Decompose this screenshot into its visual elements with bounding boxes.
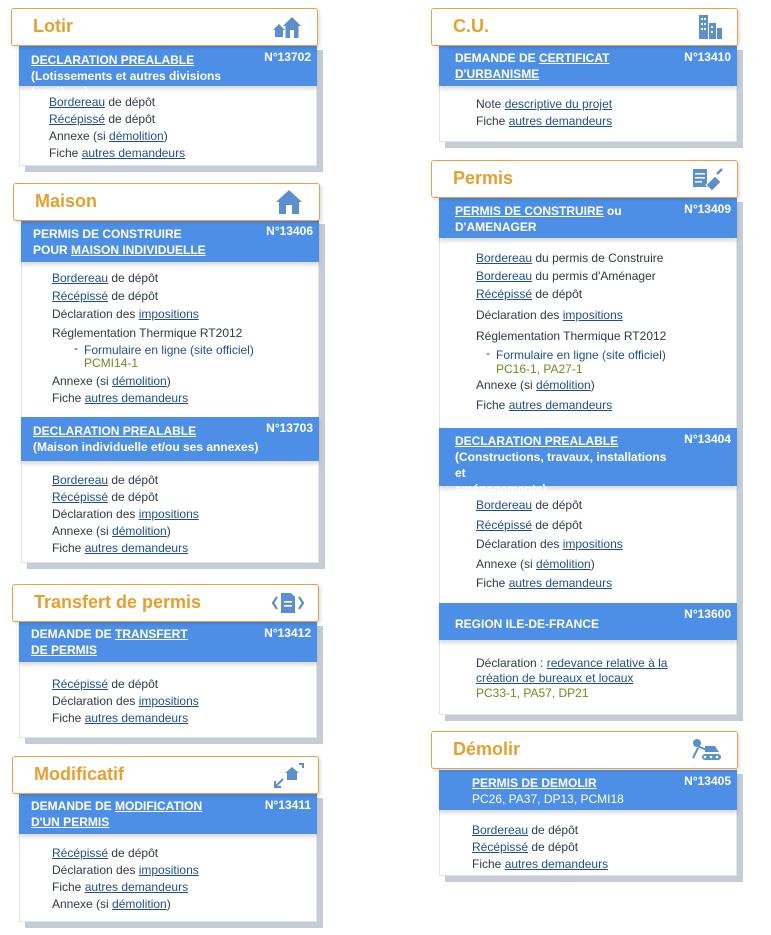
item-text: Déclaration des [476,308,563,322]
band-link[interactable]: PERMIS DE CONSTRUIRE [455,204,604,218]
list-item [472,822,608,839]
item-text: Annexe (si [52,897,113,911]
item-text: ) [590,378,595,392]
item-text: Note [476,97,505,111]
item-text: de dépôt [108,271,159,285]
form-code: PCMI14-1 [84,356,139,370]
list-item [476,671,667,686]
section-title: Transfert de permis [34,592,202,612]
item-text: Déclaration des [52,307,139,321]
item-text: Déclaration des [52,507,139,521]
item-text: Déclaration des [52,694,139,708]
list-item [476,574,623,594]
item-text: Fiche [52,541,85,555]
item-text: ) [166,524,171,538]
item-text: Fiche [52,391,85,405]
item-text: de dépôt [108,846,159,860]
band-certificat-urbanisme [439,46,737,86]
list-item [476,377,666,394]
section-header-permis [431,160,738,198]
doc-link[interactable]: impositions [138,694,199,708]
item-text: du permis de Construire [532,251,664,265]
item-text: de dépôt [108,490,159,504]
list-item [52,693,199,710]
item-text: Fiche [476,398,509,412]
list-item [49,145,185,162]
doc-link[interactable]: autres demandeurs [508,398,613,412]
doc-link[interactable]: Bordereau [476,498,533,512]
list-item [52,896,199,913]
item-text: de dépôt [532,287,583,301]
form-number: N°13409 [684,202,731,216]
band-link[interactable]: DECLARATION PREALABLE [455,434,619,448]
sub-item [52,344,254,370]
band-link[interactable]: DECLARATION PREALABLE [31,53,195,67]
form-number: N°13405 [684,774,731,788]
item-text: Annexe (si [49,129,110,143]
band-link[interactable]: PERMIS DE DEMOLIR [472,776,597,790]
band-title: ou [603,204,622,218]
maison-card [21,218,319,563]
item-text: de dépôt [105,95,156,109]
sub-item [476,348,666,376]
band-permis-demolir [439,770,737,810]
section-title: C.U. [453,16,489,36]
section-title: Lotir [33,16,73,36]
list-item [52,862,199,879]
band-title: PERMIS DE CONSTRUIRE [33,227,182,241]
document-list [476,96,612,130]
doc-link[interactable]: démolition [109,129,164,143]
house-expand-icon [272,761,304,789]
doc-link[interactable]: Récépissé [476,287,533,301]
list-item [476,555,623,575]
list-item [52,373,254,390]
lotir-card [19,44,317,166]
document-list [52,845,199,913]
band-subtitle: aménagements) [455,482,547,496]
item-text: de dépôt [532,498,583,512]
doc-link[interactable]: impositions [138,307,199,321]
doc-link[interactable]: création de bureaux et locaux [476,671,634,685]
band-link[interactable]: D'UN PERMIS [31,815,110,829]
band-declaration-prealable [439,428,737,496]
doc-link[interactable]: Bordereau [52,271,109,285]
item-text: Annexe (si [476,556,537,571]
form-number: N°13702 [264,50,311,64]
section-header-transfert [12,584,319,622]
doc-link[interactable]: démolition [536,378,591,392]
item-text: ) [166,374,171,388]
band-link[interactable]: MAISON INDIVIDUELLE [71,243,206,257]
doc-link[interactable]: Récépissé [52,289,109,303]
list-item [52,676,199,693]
list-item [52,523,199,540]
houses-icon [271,13,303,41]
list-item [49,94,185,111]
list-item [472,839,608,856]
list-item [476,535,623,555]
doc-link[interactable]: Récépissé [476,517,533,532]
doc-link[interactable]: autres demandeurs [508,576,613,590]
band-title: POUR [33,243,72,257]
list-item [52,540,199,557]
section-title: Permis [453,168,514,188]
doc-link[interactable]: descriptive du projet [504,97,613,111]
item-text: Fiche [52,880,85,894]
doc-link[interactable]: impositions [562,308,623,322]
list-item [52,845,199,862]
item-text: de dépôt [532,517,583,532]
house-icon [273,188,305,216]
document-list [52,270,254,407]
item-text: Fiche [472,857,505,871]
document-list [52,676,199,727]
list-item [52,710,199,727]
section-title: Maison [35,191,98,211]
form-code: PC33-1, PA57, DP21 [476,686,589,700]
form-number: N°13404 [684,432,731,446]
document-list [472,822,608,873]
permis-card [439,196,737,715]
list-item [52,270,254,287]
band-link[interactable]: DECLARATION PREALABLE [33,424,197,438]
doc-link[interactable]: Récépissé [472,840,529,854]
list-item [52,879,199,896]
band-title: DEMANDE DE [31,627,116,641]
item-text: Déclaration des [52,863,139,877]
band-title: REGION ILE-DE-FRANCE [455,617,599,631]
doc-link[interactable]: démolition [112,897,167,911]
doc-link[interactable]: Récépissé [52,490,109,504]
doc-link[interactable]: redevance relative à la [546,656,668,670]
doc-link[interactable]: autres demandeurs [81,146,186,160]
item-text: Réglementation Thermique RT2012 [476,329,667,343]
list-item [52,288,254,305]
band-subtitle: (Maison individuelle et/ou ses annexes) [33,440,259,454]
section-title: Modificatif [34,764,124,784]
form-number: N°13703 [266,421,313,435]
band-permis-construire [21,220,319,262]
list-item [476,397,666,414]
list-item [476,268,666,285]
band-title: D'AMENAGER [455,220,537,234]
list-item [472,856,608,873]
item-text: de dépôt [528,823,579,837]
list-item [52,325,254,342]
doc-link[interactable]: impositions [138,507,199,521]
list-item [49,111,185,128]
band-title: DEMANDE DE [455,51,540,65]
document-list [476,496,623,594]
buildings-icon [691,13,723,41]
item-text: Annexe (si [52,374,113,388]
list-item [52,472,199,489]
band-permis-construire-amenager [439,198,737,238]
list-item [52,506,199,523]
item-text: Annexe (si [476,378,537,392]
list-item [476,113,612,130]
doc-link[interactable]: Récépissé [49,112,106,126]
list-item [52,390,254,407]
document-list [52,472,199,557]
modificatif-card [19,792,317,922]
doc-link[interactable]: autres demandeurs [84,541,189,555]
item-text: de dépôt [528,840,579,854]
item-text: Fiche [476,114,509,128]
list-item [476,516,623,536]
excavator-icon [691,736,723,764]
item-text: Réglementation Thermique RT2012 [52,326,243,340]
band-subtitle: PC26, PA37, DP13, PCMI18 [472,792,624,806]
band-link[interactable]: CERTIFICAT [539,51,610,65]
doc-link[interactable]: Bordereau [472,823,529,837]
doc-link[interactable]: autres demandeurs [84,711,189,725]
demolir-card [439,768,737,876]
list-item [476,656,667,671]
doc-link[interactable]: autres demandeurs [504,857,609,871]
item-text: ) [163,129,168,143]
section-header-modificatif [12,756,319,794]
doc-link[interactable]: Bordereau [476,269,533,283]
doc-link[interactable]: démolition [112,374,167,388]
band-declaration-prealable [21,417,319,461]
item-text: Annexe (si [52,524,113,538]
band-declaration-prealable [19,46,317,99]
item-text: du permis d'Aménager [532,269,656,283]
document-list [476,250,666,414]
band-link[interactable]: MODIFICATION [115,799,203,813]
item-text: de dépôt [108,473,159,487]
doc-link[interactable]: autres demandeurs [84,391,189,405]
transfert-card [19,620,317,738]
item-text: ) [590,556,595,571]
online-form-link[interactable]: Formulaire en ligne (site officiel) [84,343,254,357]
section-header-demolir [431,731,738,769]
form-number: N°13406 [266,224,313,238]
form-number: N°13410 [684,50,731,64]
item-text: de dépôt [108,289,159,303]
doc-link[interactable]: Récépissé [52,846,109,860]
band-subtitle: (Lotissements et autres divisions foncières) [31,69,222,99]
list-item [49,128,185,145]
list-item [476,328,666,345]
document-transfer-icon [272,589,304,617]
list-item [476,286,666,303]
list-item [476,307,666,324]
band-link[interactable]: D'URBANISME [455,67,540,81]
doc-link[interactable]: Bordereau [52,473,109,487]
list-item [52,489,199,506]
list-item [476,96,612,113]
form-number: N°13411 [264,798,311,812]
band-demande-transfert [19,622,317,662]
list-item [52,306,254,323]
online-form-link[interactable]: Formulaire en ligne (site officiel) [496,348,666,362]
band-region-ile-de-france [439,603,737,640]
item-text: Fiche [49,146,82,160]
band-demande-modification [19,794,317,834]
cu-card [439,44,737,142]
section-header-maison [13,183,320,221]
section-header-cu [431,8,738,46]
band-link[interactable]: TRANSFERT [115,627,188,641]
item-text: Déclaration : [476,656,547,670]
list-item [476,250,666,267]
band-subtitle: (Constructions, travaux, installations et [455,450,667,480]
section-title: Démolir [453,739,521,759]
band-link[interactable]: DE PERMIS [31,643,98,657]
doc-link[interactable]: Récépissé [52,677,109,691]
form-number: N°13412 [264,626,311,640]
item-text: de dépôt [105,112,156,126]
document-list [49,94,185,162]
doc-link[interactable]: impositions [138,863,199,877]
list-item [476,496,623,516]
form-code: PC16-1, PA27-1 [496,362,583,376]
doc-link[interactable]: Bordereau [49,95,106,109]
section-header-lotir [11,8,318,46]
doc-link[interactable]: démolition [112,524,167,538]
item-text: ) [166,897,171,911]
document-list [476,656,667,701]
item-text: Déclaration des [476,537,563,551]
doc-link[interactable]: démolition [536,556,591,571]
doc-link[interactable]: autres demandeurs [508,114,613,128]
doc-link[interactable]: Bordereau [476,251,533,265]
form-number: N°13600 [684,607,731,621]
document-trowel-icon [691,165,723,193]
doc-link[interactable]: autres demandeurs [84,880,189,894]
doc-link[interactable]: impositions [562,537,623,551]
item-text: de dépôt [108,677,159,691]
item-text: Fiche [52,711,85,725]
item-text: Fiche [476,576,509,590]
band-title: DEMANDE DE [31,799,116,813]
